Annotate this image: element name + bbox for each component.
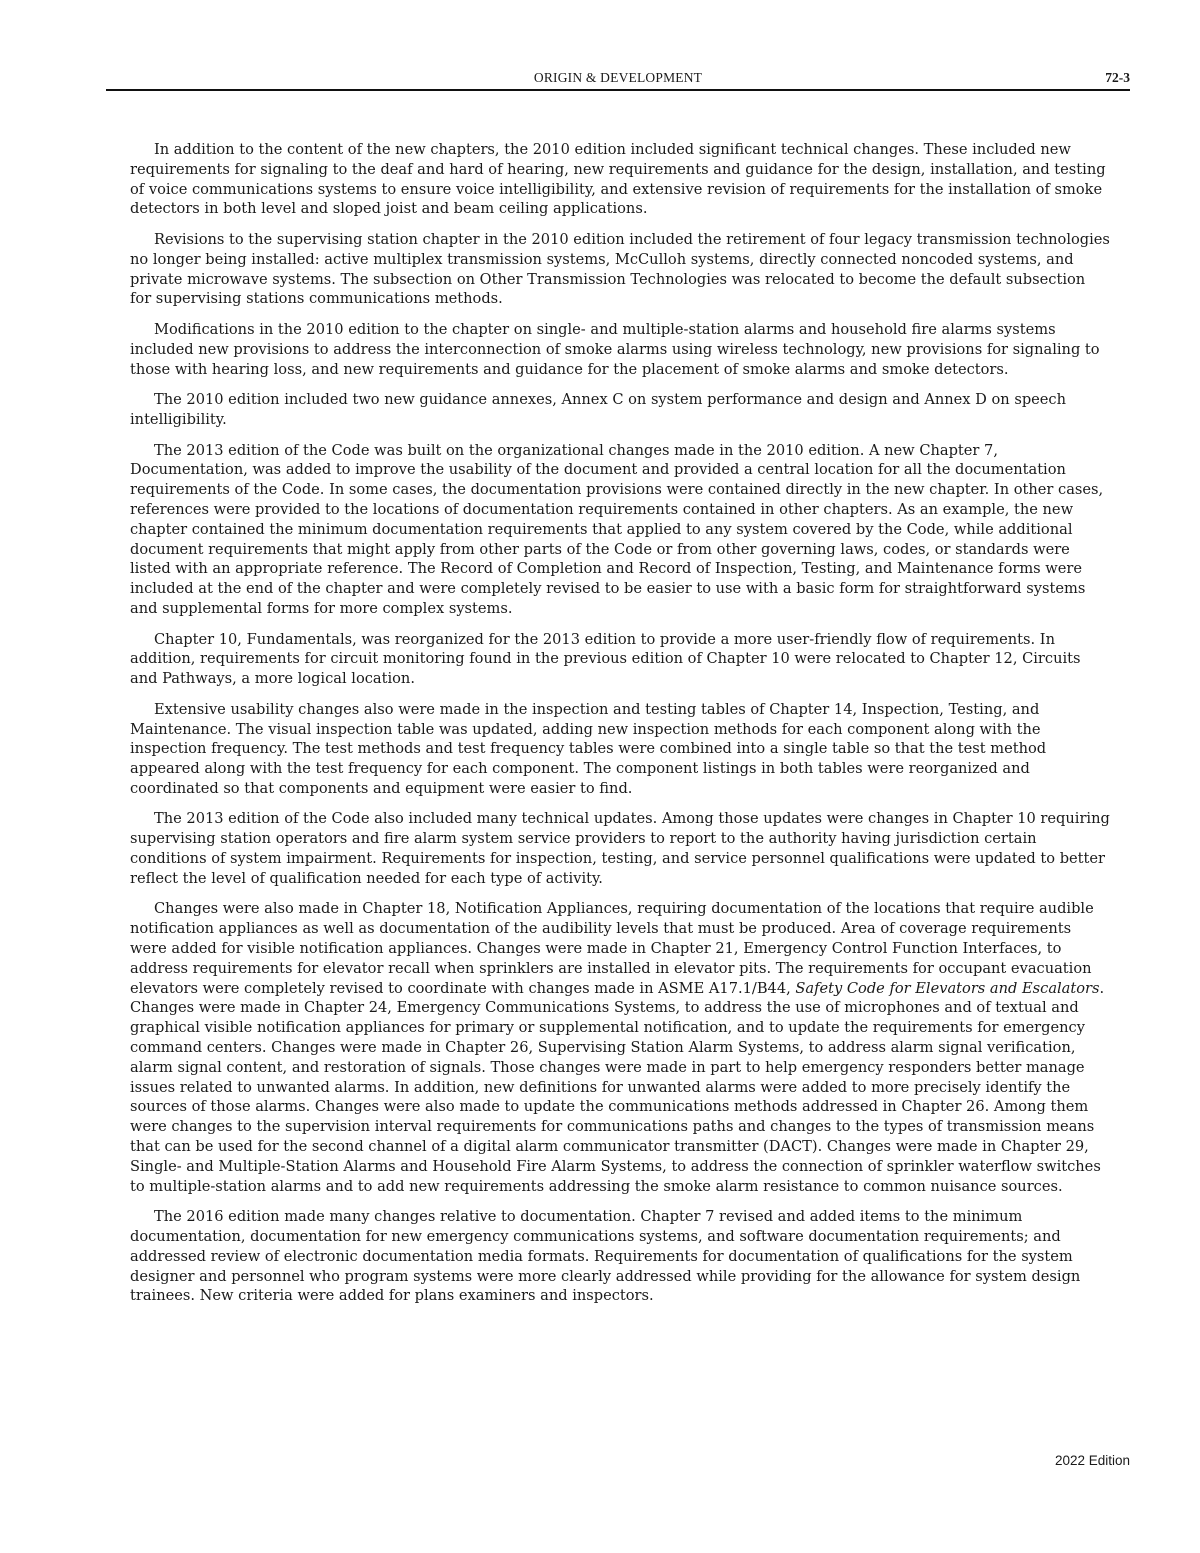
running-header (106, 68, 1130, 90)
header-rule (106, 89, 1130, 91)
paragraph-7: Extensive usability changes also were made in the inspection and testing tables of Chapter 14, Inspection, Testing, and Maintenance. The visual inspection table was updated, adding new inspection methods for each component along with the inspection frequency. The test methods and test frequency tables were combined into a single table so that the test method appeared along with the test frequency for each component. The component listings in both tables were reorganized and coordinated so that components and equipment were easier to find. (130, 700, 1047, 797)
paragraph-8: The 2013 edition of the Code also included many technical updates. Among those updates were changes in Chapter 10 requiring supervising station operators and fire alarm system service providers to report to the authority having jurisdiction certain conditions of system impairment. Requirements for inspection, testing, and service personnel qualifications were updated to better reflect the level of qualification needed for each type of activity. (130, 810, 1110, 887)
paragraph-4: The 2010 edition included two new guidance annexes, Annex C on system performance and design and Annex D on speech intelligibility. (130, 391, 1067, 428)
paragraph-6: Chapter 10, Fundamentals, was reorganized for the 2013 edition to provide a more user-friendly flow of requirements. In addition, requirements for circuit monitoring found in the previous edition of Chapter 10 were relocated to Chapter 12, Circuits and Pathways, a more logical location. (130, 630, 1081, 688)
paragraph-9-part2: . Changes were made in Chapter 24, Emergency Communications Systems, to address the use of microphones and of textual and graphical visible notification appliances for primary or supplemental notification, and to update the requirements for emergency command centers. Changes were made in Chapter 26, Supervising Station Alarm Systems, to address alarm signal verification, alarm signal content, and restoration of signals. Those changes were made in part to help emergency responders better manage issues related to unwanted alarms. In addition, new definitions for unwanted alarms were added to more precisely identify the sources of those alarms. Changes were also made to update the communications methods addressed in Chapter 26. Among them were changes to the supervision interval requirements for communications paths and changes to the types of transmission means that can be used for the second channel of a digital alarm communicator transmitter (DACT). Changes were made in Chapter 29, Single- and Multiple-Station Alarms and Household Fire Alarm Systems, to address the connection of sprinkler waterflow switches to multiple-station alarms and to add new requirements addressing the smoke alarm resistance to common nuisance sources. (130, 979, 1105, 1195)
paragraph-1: In addition to the content of the new chapters, the 2010 edition included significant technical changes. These included new requirements for signaling to the deaf and hard of hearing, new requirements and guidance for the design, installation, and testing of voice communications systems to ensure voice intelligibility, and extensive revision of requirements for the installation of smoke detectors in both level and sloped joist and beam ceiling applications. (130, 141, 1106, 218)
footer-edition: 2022 Edition (1054, 1453, 1130, 1468)
header-title: ORIGIN & DEVELOPMENT (533, 70, 703, 85)
paragraph-5: The 2013 edition of the Code was built on the organizational changes made in the 2010 edition. A new Chapter 7, Documentation, was added to improve the usability of the document and provided a central location for all the documentation requirements of the Code. In some cases, the documentation provisions were contained directly in the new chapter. In other cases, references were provided to the locations of documentation requirements contained in other chapters. As an example, the new chapter contained the minimum documentation requirements that applied to any system covered by the Code, while additional document requirements that might apply from other parts of the Code or from other governing laws, codes, or standards were listed with an appropriate reference. The Record of Completion and Record of Inspection, Testing, and Maintenance forms were included at the end of the chapter and were completely revised to be easier to use with a basic form for straightforward systems and supplemental forms for more complex systems. (130, 441, 1104, 617)
body-text (130, 140, 1110, 1317)
paragraph-2: Revisions to the supervising station chapter in the 2010 edition included the retirement of four legacy transmission technologies no longer being installed: active multiplex transmission systems, McCulloh systems, directly connected noncoded systems, and private microwave systems. The subsection on Other Transmission Technologies was relocated to become the default subsection for supervising stations communications methods. (130, 230, 1110, 308)
paragraph-9 (130, 899, 1110, 1196)
paragraph-10: The 2016 edition made many changes relative to documentation. Chapter 7 revised and added items to the minimum documentation, documentation for new emergency communications systems, and software documentation requirements; and addressed review of electronic documentation media formats. Requirements for documentation of qualifications for the system designer and personnel who program systems were more clearly addressed while providing for the allowance for system design trainees. New criteria were added for plans examiners and inspectors. (130, 1208, 1081, 1305)
standard-title-italic: Safety Code for Elevators and Escalators (795, 979, 1100, 997)
paragraph-3: Modifications in the 2010 edition to the chapter on single- and multiple-station alarms and household fire alarms systems included new provisions to address the interconnection of smoke alarms using wireless technology, new provisions for signaling to those with hearing loss, and new requirements and guidance for the placement of smoke alarms and smoke detectors. (130, 320, 1100, 378)
paragraph-9-part1: Changes were also made in Chapter 18, Notification Appliances, requiring documentation of the locations that require audible notification appliances as well as documentation of the audibility levels that must be produced. Area of coverage requirements were added for visible notification appliances. Changes were made in Chapter 21, Emergency Control Function Interfaces, to address requirements for elevator recall when sprinklers are installed in elevator pits. The requirements for occupant evacuation elevators were completely revised to coordinate with changes made in ASME A17.1/B44, (130, 900, 1094, 997)
page-number: 72-3 (1105, 70, 1130, 85)
